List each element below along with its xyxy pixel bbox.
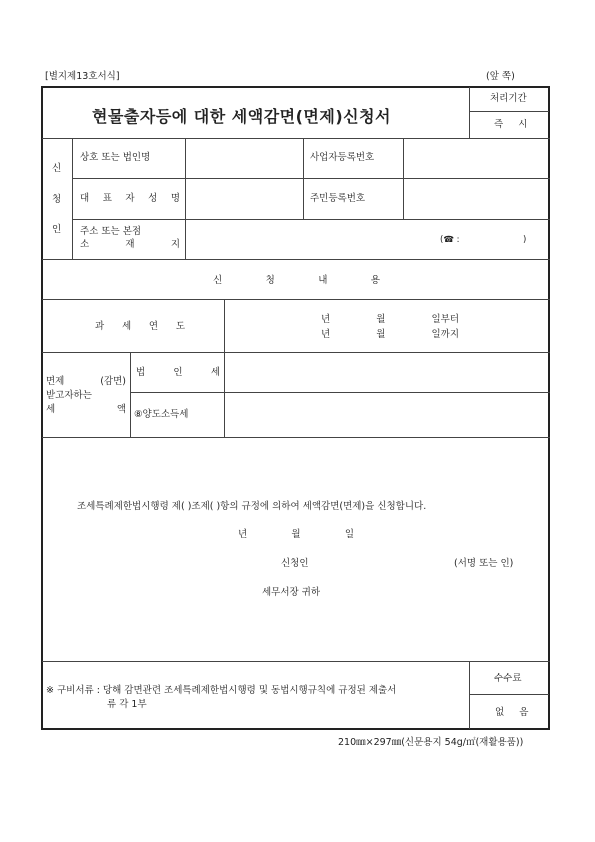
divider xyxy=(185,219,186,259)
request-content-label: 신 청 내 용 xyxy=(213,275,380,286)
required-documents-line1: ※ 구비서류 : 당해 감면관련 조세특례제한법시행령 및 동법시행규칙에 규정된 제출서 xyxy=(46,685,397,696)
form-number: [별지제13호서식] xyxy=(45,71,120,82)
tax-year-label: 과 세 연 도 xyxy=(95,321,185,332)
statement-body: 조세특례제한법시행령 제( )조제( )항의 규정에 의하여 세액감면(면제)을 신청합니다. xyxy=(77,501,427,512)
required-documents-line2: 류 각 1부 xyxy=(107,699,147,710)
exempt-label-line1: 면제 (감면) xyxy=(46,376,126,387)
paper-spec: 210㎜×297㎜(신문용지 54g/㎡(재활용품)) xyxy=(338,737,524,748)
divider xyxy=(130,392,550,393)
exempt-label-line3: 세 액 xyxy=(46,404,126,415)
processing-period-label: 처리기간 xyxy=(490,93,527,104)
divider xyxy=(42,259,550,260)
corporate-tax-label: 법 인 세 xyxy=(136,367,220,378)
divider xyxy=(42,352,550,353)
tax-year-start: 년 월 일부터 xyxy=(321,314,459,325)
fee-value: 없 음 xyxy=(495,707,535,718)
addressee: 세무서장 귀하 xyxy=(262,587,321,598)
signature-or-seal-label: (서명 또는 인) xyxy=(454,558,514,569)
business-reg-number-label: 사업자등록번호 xyxy=(310,152,375,163)
divider xyxy=(469,661,470,729)
divider xyxy=(469,111,549,112)
phone-close: ) xyxy=(523,235,527,245)
divider xyxy=(72,219,550,220)
exempt-label-line2: 받고자하는 xyxy=(46,390,92,401)
address-label-line2: 소 재 지 xyxy=(80,239,180,250)
company-name-label: 상호 또는 법인명 xyxy=(80,152,151,163)
divider xyxy=(224,299,225,437)
representative-name-label: 대 표 자 성 명 xyxy=(80,193,180,204)
divider xyxy=(72,178,550,179)
address-label-line1: 주소 또는 본점 xyxy=(80,226,142,237)
divider xyxy=(130,352,131,437)
fee-label: 수수료 xyxy=(494,673,522,684)
applicant-side-label-2: 청 xyxy=(52,194,62,205)
statement-date: 년 월 일 xyxy=(238,529,354,540)
divider xyxy=(469,87,470,138)
divider xyxy=(42,138,550,139)
divider xyxy=(42,299,550,300)
form-title: 현물출자등에 대한 세액감면(면제)신청서 xyxy=(92,107,392,126)
phone-label: (☎ : xyxy=(440,235,460,245)
applicant-signature-label: 신청인 xyxy=(281,558,309,569)
divider xyxy=(469,694,549,695)
applicant-side-label-3: 인 xyxy=(52,224,62,235)
applicant-side-label-1: 신 xyxy=(52,163,62,174)
transfer-income-tax-label: ⑧양도소득세 xyxy=(134,409,189,420)
divider xyxy=(72,138,73,259)
resident-reg-number-label: 주민등록번호 xyxy=(310,193,366,204)
tax-year-end: 년 월 일까지 xyxy=(321,329,459,340)
page-side: (앞 쪽) xyxy=(486,71,515,82)
divider xyxy=(42,661,550,662)
processing-period-value: 즉 시 xyxy=(494,119,534,130)
divider xyxy=(42,437,550,438)
